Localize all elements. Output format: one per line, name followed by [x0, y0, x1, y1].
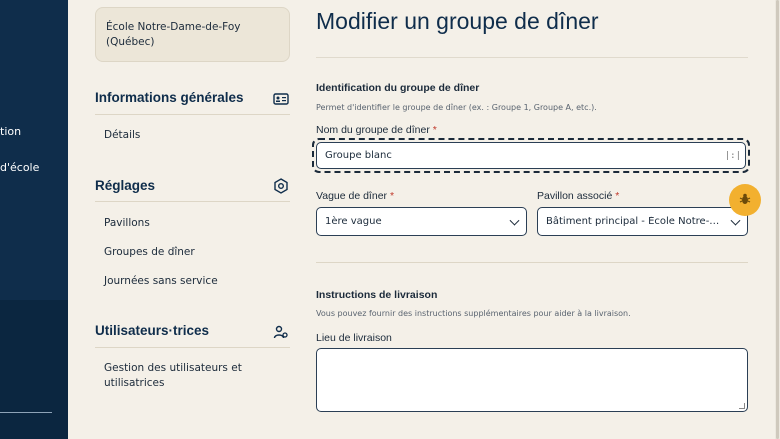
section-divider [95, 114, 290, 115]
scrollbar-thumb[interactable] [776, 0, 779, 439]
pavilion-select-value: Bâtiment principal - École Notre-… [546, 216, 720, 227]
pavilion-label [537, 190, 619, 202]
feedback-fab[interactable] [729, 184, 761, 216]
identification-help: Permet d'identifier le groupe de dîner (ex. : Groupe 1, Groupe A, etc.). [316, 103, 597, 112]
location-label: Lieu de livraison [316, 332, 392, 344]
bug-icon [738, 191, 752, 210]
section-divider [95, 347, 290, 348]
nav-lower-panel [0, 300, 68, 439]
menu-item-journees-sans-service[interactable]: Journées sans service [104, 275, 218, 287]
nav-item-partial-1[interactable]: tion [0, 125, 22, 138]
required-mark: * [432, 124, 437, 136]
menu-item-pavillons[interactable]: Pavillons [104, 217, 150, 229]
menu-item-user-management[interactable]: Gestion des utilisateurs et utilisatrices [104, 362, 242, 389]
pavilion-label-text: Pavillon associé [537, 190, 613, 202]
group-name-label [316, 124, 437, 136]
resize-handle[interactable] [739, 403, 745, 409]
school-card[interactable]: École Notre-Dame-de-Foy (Québec) [95, 7, 290, 62]
menu-item-details[interactable]: Détails [104, 129, 141, 141]
section-title-general: Informations générales [95, 90, 244, 105]
chevron-down-icon [510, 215, 520, 225]
section-title-settings: Réglages [95, 178, 156, 193]
wave-select[interactable] [316, 207, 527, 236]
users-gear-icon [273, 324, 289, 340]
required-mark: * [389, 190, 395, 202]
wave-select-value: 1ère vague [325, 216, 382, 227]
section-title-users: Utilisateurs·trices [95, 323, 210, 338]
page-title: Modifier un groupe de dîner [316, 8, 599, 34]
section-divider [95, 201, 290, 202]
section-divider [316, 262, 748, 263]
nav-divider [0, 412, 52, 413]
left-nav [0, 0, 68, 439]
chevron-down-icon [731, 215, 741, 225]
identification-heading: Identification du groupe de dîner [316, 82, 480, 94]
wave-label [316, 190, 394, 202]
delivery-help: Vous pouvez fournir des instructions supplémentaires pour aider à la livraison. [316, 309, 631, 318]
group-name-value: Groupe blanc [325, 150, 392, 161]
group-name-input[interactable] [316, 142, 746, 169]
id-card-icon [273, 91, 289, 107]
required-mark: * [615, 190, 620, 202]
password-manager-icon[interactable]: |:| [724, 151, 741, 161]
pavilion-select[interactable] [537, 207, 748, 236]
wave-label-text: Vague de dîner [316, 190, 388, 202]
hexagon-gear-icon [273, 178, 289, 194]
title-divider [316, 57, 748, 58]
menu-item-groupes-diner[interactable]: Groupes de dîner [104, 246, 195, 258]
location-textarea[interactable] [316, 348, 748, 412]
group-name-label-text: Nom du groupe de dîner [316, 124, 430, 136]
delivery-heading: Instructions de livraison [316, 289, 438, 301]
nav-item-partial-2[interactable]: d'école [0, 161, 40, 174]
